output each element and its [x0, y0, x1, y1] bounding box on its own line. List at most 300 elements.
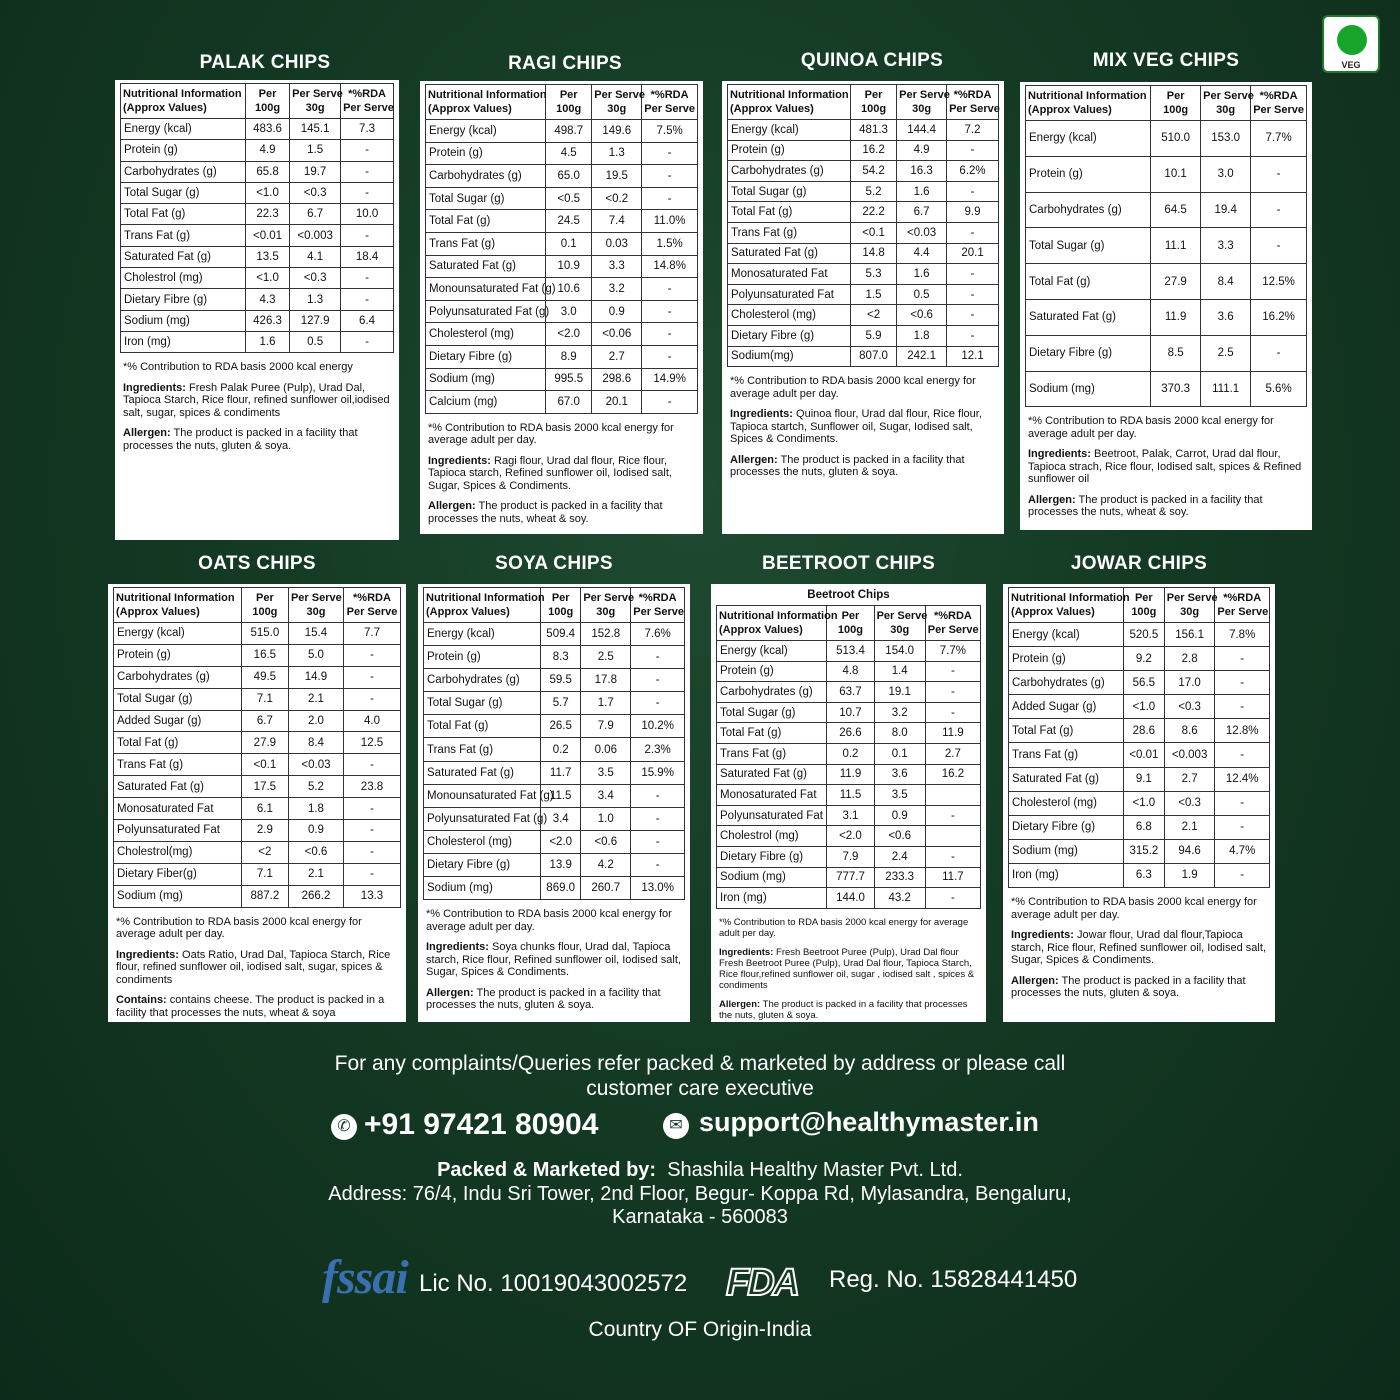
table-row [424, 646, 685, 669]
nutrition-card [711, 584, 986, 1022]
table-row [426, 368, 698, 391]
table-cell: Total Sugar (g) [728, 181, 851, 202]
table-cell: <1.0 [1123, 695, 1164, 719]
table-cell: - [343, 820, 400, 842]
table-cell: 2.0 [288, 710, 343, 732]
fda-registration: Reg. No. 15828441450 [829, 1266, 1078, 1293]
table-cell: 13.5 [245, 246, 289, 267]
email-address[interactable]: support@healthymaster.in [699, 1107, 1039, 1137]
table-cell: 2.7 [592, 345, 642, 368]
product-title: OATS CHIPS [198, 553, 316, 574]
table-row [426, 210, 698, 233]
nutrition-table [1025, 85, 1307, 407]
table-row [1026, 156, 1307, 192]
table-cell: 19.7 [290, 161, 341, 182]
table-cell: 16.2 [851, 140, 897, 161]
table-cell: 12.5 [343, 732, 400, 754]
table-row [1009, 839, 1270, 863]
table-cell: 149.6 [592, 120, 642, 143]
table-cell: 43.2 [874, 888, 925, 909]
table-cell: 14.9% [642, 368, 698, 391]
table-cell: 5.6% [1251, 371, 1307, 407]
table-cell: 6.3 [1123, 863, 1164, 887]
table-cell: 6.7 [290, 204, 341, 225]
table-cell: 27.9 [241, 732, 288, 754]
table-cell: 0.1 [546, 232, 592, 255]
table-cell: 3.1 [827, 805, 874, 826]
table-cell: - [343, 841, 400, 863]
table-row [426, 345, 698, 368]
table-cell: 2.4 [874, 846, 925, 867]
table-cell: 12.5% [1251, 264, 1307, 300]
table-cell: 9.9 [947, 202, 999, 223]
table-cell: Saturated Fat (g) [1009, 767, 1124, 791]
rda-note: *% Contribution to RDA basis 2000 kcal energy [123, 361, 353, 374]
table-cell: - [1215, 815, 1270, 839]
company-name: Shashila Healthy Master Pvt. Ltd. [667, 1159, 963, 1181]
nutrition-card [722, 81, 1004, 534]
table-cell: Total Fat (g) [121, 204, 246, 225]
table-cell: Dietary Fibre (g) [1009, 815, 1124, 839]
table-row [121, 161, 394, 182]
table-cell: 16.2 [925, 764, 980, 785]
allergen-info: Allergen: The product is packed in a facility that processes the nuts, gluten & soya. [123, 427, 358, 452]
table-cell: <1.0 [245, 182, 289, 203]
table-row [121, 182, 394, 203]
table-row [717, 764, 981, 785]
table-cell: 7.9 [581, 715, 631, 738]
packed-by-line [0, 1159, 1400, 1182]
table-cell: 49.5 [241, 666, 288, 688]
table-row [121, 119, 394, 140]
table-cell: <0.1 [851, 222, 897, 243]
table-cell: 2.1 [288, 688, 343, 710]
table-cell: 869.0 [541, 877, 581, 900]
table-cell: 12.4% [1215, 767, 1270, 791]
email-icon: ✉ [663, 1113, 689, 1139]
table-cell: - [642, 345, 698, 368]
table-cell: 3.4 [541, 807, 581, 830]
table-cell: 426.3 [245, 310, 289, 331]
ingredients: Ingredients: Fresh Beetroot Puree (Pulp), Urad Dal flour Fresh Beetroot Puree (Pulp), Urad Dal flour, Tapioca Starch, Rice flour,refined sunflower oil, sugar , iodised salt , spices & condiments [719, 946, 975, 991]
table-cell: <0.03 [897, 222, 947, 243]
product-title: MIX VEG CHIPS [1092, 50, 1240, 71]
table-cell: 26.5 [541, 715, 581, 738]
table-cell: 16.5 [241, 644, 288, 666]
table-cell: - [341, 331, 394, 352]
table-cell: 483.6 [245, 119, 289, 140]
header-rda: *%RDA Per Serve [631, 588, 685, 623]
table-cell: 2.5 [1201, 335, 1251, 371]
table-cell: 7.1 [241, 863, 288, 885]
table-cell: - [1215, 863, 1270, 887]
table-cell: 0.2 [541, 738, 581, 761]
table-cell: 509.4 [541, 623, 581, 646]
ingredients: Ingredients: Quinoa flour, Urad dal flour, Rice flour, Tapioca startch, Sunflower oil, Sugar, Iodised salt, Spices & Condiments. [730, 408, 982, 446]
table-cell: Sodium (mg) [426, 368, 546, 391]
table-cell: 7.3 [341, 119, 394, 140]
table-row [1009, 647, 1270, 671]
table-cell: 15.4 [288, 623, 343, 645]
table-cell: 1.3 [290, 289, 341, 310]
table-cell: 1.5 [851, 284, 897, 305]
table-cell: 515.0 [241, 623, 288, 645]
table-cell: 1.6 [897, 181, 947, 202]
table-row [121, 225, 394, 246]
table-cell: 370.3 [1151, 371, 1201, 407]
table-cell: 481.3 [851, 120, 897, 141]
table-row [114, 841, 401, 863]
table-cell: 5.2 [288, 776, 343, 798]
table-cell: 10.1 [1151, 156, 1201, 192]
table-cell: - [341, 225, 394, 246]
table-row [728, 243, 999, 264]
table-cell: <0.3 [1164, 791, 1215, 815]
table-cell: Protein (g) [717, 661, 827, 682]
table-row [114, 644, 401, 666]
table-cell: 3.3 [592, 255, 642, 278]
table-cell: 94.6 [1164, 839, 1215, 863]
table-cell: 3.2 [874, 702, 925, 723]
table-row [426, 391, 698, 414]
table-cell: 1.3 [592, 142, 642, 165]
table-row [1009, 623, 1270, 647]
table-cell [925, 826, 980, 847]
table-cell: Protein (g) [121, 140, 246, 161]
table-cell: 298.6 [592, 368, 642, 391]
table-cell: 0.9 [592, 300, 642, 323]
table-cell: 11.0% [642, 210, 698, 233]
table-row [728, 140, 999, 161]
table-cell: 11.9 [827, 764, 874, 785]
table-row [114, 776, 401, 798]
table-cell: <0.5 [546, 187, 592, 210]
header-nutrition: Nutritional Information (Approx Values) [121, 84, 246, 119]
table-cell: 6.4 [341, 310, 394, 331]
table-cell: 0.1 [874, 743, 925, 764]
table-cell: 887.2 [241, 885, 288, 907]
ingredients: Ingredients: Soya chunks flour, Urad dal, Tapioca starch, Rice flour, Refined sunflower oil, Iodised salt, Sugar, Spices & Condiments. [426, 941, 681, 979]
table-row [121, 268, 394, 289]
table-cell: Trans Fat (g) [728, 222, 851, 243]
table-cell: 0.5 [290, 331, 341, 352]
table-cell: Protein (g) [1009, 647, 1124, 671]
table-row [717, 846, 981, 867]
ingredients: Ingredients: Jowar flour, Urad dal flour,Tapioca starch, Rice flour, Refined sunflower oil, Iodised salt, Sugar, Spices & Condiments. [1011, 929, 1266, 967]
phone-number[interactable]: +91 97421 80904 [364, 1108, 599, 1141]
table-cell: - [343, 688, 400, 710]
product-title: JOWAR CHIPS [1070, 553, 1208, 574]
table-cell: 12.8% [1215, 719, 1270, 743]
table-cell: 28.6 [1123, 719, 1164, 743]
table-cell: - [642, 300, 698, 323]
table-cell: - [341, 182, 394, 203]
table-cell: 17.0 [1164, 671, 1215, 695]
table-cell: 6.7 [241, 710, 288, 732]
rda-note: *% Contribution to RDA basis 2000 kcal energy for average adult per day. [116, 915, 362, 941]
table-cell: 3.5 [581, 761, 631, 784]
ingredients: Ingredients: Beetroot, Palak, Carrot, Urad dal flour, Tapioca strach, Rice flour, Iodised salt, spices & Refined sunflower oil [1028, 448, 1302, 486]
table-cell: 7.8% [1215, 623, 1270, 647]
table-header-row [717, 606, 981, 641]
rda-note: *% Contribution to RDA basis 2000 kcal energy for average adult per day. [1011, 896, 1257, 921]
header-per-100g: Per 100g [827, 606, 874, 641]
table-row [121, 331, 394, 352]
table-row [717, 743, 981, 764]
table-row [121, 140, 394, 161]
table-row [424, 623, 685, 646]
table-cell: Total Fat (g) [426, 210, 546, 233]
table-cell: 11.1 [1151, 228, 1201, 264]
table-cell: 4.5 [546, 142, 592, 165]
table-row [1026, 121, 1307, 157]
header-rda: *%RDA Per Serve [1251, 86, 1307, 121]
table-cell: <0.01 [245, 225, 289, 246]
table-cell: 0.2 [827, 743, 874, 764]
table-cell: 11.7 [541, 761, 581, 784]
table-cell: Carbohydrates (g) [424, 669, 541, 692]
table-cell: Iron (mg) [1009, 863, 1124, 887]
table-cell: 11.9 [1151, 299, 1201, 335]
table-cell: 1.8 [288, 798, 343, 820]
table-cell: Total Sugar (g) [1026, 228, 1151, 264]
table-cell: - [947, 222, 999, 243]
table-cell: 4.8 [827, 661, 874, 682]
table-cell: Total Fat (g) [1026, 264, 1151, 300]
table-row [114, 863, 401, 885]
header-per-100g: Per 100g [1123, 588, 1164, 623]
table-cell: <0.3 [1164, 695, 1215, 719]
table-cell: 5.3 [851, 264, 897, 285]
table-cell: Saturated Fat (g) [121, 246, 246, 267]
table-cell: Cholestrol (mg) [717, 826, 827, 847]
header-nutrition: Nutritional Information (Approx Values) [114, 588, 242, 623]
allergen-info: Allergen: The product is packed in a facility that processes the nuts, gluten & soya. [719, 998, 968, 1021]
table-cell: 0.5 [897, 284, 947, 305]
table-row [426, 120, 698, 143]
table-cell: <0.003 [290, 225, 341, 246]
header-nutrition: Nutritional Information (Approx Values) [717, 606, 827, 641]
table-row [728, 305, 999, 326]
table-cell: <1.0 [1123, 791, 1164, 815]
fssai-logo: fssai [322, 1251, 408, 1304]
header-per-serve: Per Serve 30g [290, 84, 341, 119]
table-cell: 8.9 [546, 345, 592, 368]
country-of-origin: Country OF Origin-India [588, 1318, 812, 1341]
table-cell: 4.1 [290, 246, 341, 267]
table-cell: 242.1 [897, 346, 947, 367]
table-cell: Monosaturated Fat [728, 264, 851, 285]
table-cell: 3.3 [1201, 228, 1251, 264]
table-cell: 16.3 [897, 161, 947, 182]
table-cell: 7.6% [631, 623, 685, 646]
nutrition-card [108, 584, 406, 1022]
table-cell: - [631, 807, 685, 830]
table-cell: - [925, 888, 980, 909]
table-cell: - [947, 284, 999, 305]
header-rda: *%RDA Per Serve [642, 85, 698, 120]
table-row [728, 120, 999, 141]
table-cell: Trans Fat (g) [114, 754, 242, 776]
table-cell: 5.7 [541, 692, 581, 715]
rda-note: *% Contribution to RDA basis 2000 kcal energy for average adult per day. [1028, 415, 1274, 440]
table-cell: 510.0 [1151, 121, 1201, 157]
table-cell: - [947, 181, 999, 202]
table-cell: 10.0 [341, 204, 394, 225]
table-cell: Energy (kcal) [1009, 623, 1124, 647]
nutrition-table [1008, 587, 1270, 888]
table-cell: Iron (mg) [121, 331, 246, 352]
table-cell: Energy (kcal) [728, 120, 851, 141]
ingredients: Ingredients: Ragi flour, Urad dal flour, Rice flour, Tapioca starch, Refined sunflower oil, Iodised salt, Sugar, Spices & Condiments. [428, 454, 672, 492]
table-row [717, 785, 981, 806]
product-title: BEETROOT CHIPS [761, 553, 936, 574]
table-cell: <2.0 [541, 830, 581, 853]
table-row [114, 754, 401, 776]
table-cell: - [947, 325, 999, 346]
table-cell: Saturated Fat (g) [728, 243, 851, 264]
table-cell: 995.5 [546, 368, 592, 391]
table-cell: 22.3 [245, 204, 289, 225]
table-cell: 145.1 [290, 119, 341, 140]
rda-note: *% Contribution to RDA basis 2000 kcal energy for average adult per day. [719, 916, 969, 939]
table-cell: <0.01 [1123, 743, 1164, 767]
table-row [424, 715, 685, 738]
table-cell: 3.4 [581, 784, 631, 807]
table-cell: 20.1 [947, 243, 999, 264]
nutrition-table [716, 605, 981, 909]
table-cell: 777.7 [827, 867, 874, 888]
table-cell: 1.6 [897, 264, 947, 285]
table-cell: 3.2 [592, 278, 642, 301]
table-cell: 2.1 [288, 863, 343, 885]
table-cell: Monosaturated Fat [717, 785, 827, 806]
table-cell: Saturated Fat (g) [424, 761, 541, 784]
table-cell: 8.4 [288, 732, 343, 754]
table-cell: 22.2 [851, 202, 897, 223]
table-cell: 5.9 [851, 325, 897, 346]
table-cell: Dietary Fiber(g) [114, 863, 242, 885]
table-cell: 111.1 [1201, 371, 1251, 407]
table-cell: - [631, 669, 685, 692]
table-cell: <0.1 [241, 754, 288, 776]
product-title: PALAK CHIPS [199, 52, 331, 73]
table-cell: 233.3 [874, 867, 925, 888]
table-cell: 54.2 [851, 161, 897, 182]
table-row [1009, 815, 1270, 839]
table-cell: 18.4 [341, 246, 394, 267]
table-cell: Dietary Fibre (g) [728, 325, 851, 346]
card-subtitle: Beetroot Chips [807, 589, 890, 601]
nutrition-table [423, 587, 685, 900]
table-cell: Trans Fat (g) [426, 232, 546, 255]
table-row [114, 885, 401, 907]
table-cell: 7.2 [947, 120, 999, 141]
table-cell: 4.7% [1215, 839, 1270, 863]
header-nutrition: Nutritional Information (Approx Values) [424, 588, 541, 623]
table-cell: Sodium (mg) [717, 867, 827, 888]
table-row [1009, 695, 1270, 719]
table-row [426, 255, 698, 278]
header-rda: *%RDA Per Serve [343, 588, 400, 623]
table-cell: Energy (kcal) [426, 120, 546, 143]
header-per-100g: Per 100g [541, 588, 581, 623]
table-cell: 3.5 [874, 785, 925, 806]
table-cell: 56.5 [1123, 671, 1164, 695]
table-header-row [121, 84, 394, 119]
table-header-row [728, 85, 999, 120]
table-cell [925, 785, 980, 806]
table-header-row [1026, 86, 1307, 121]
table-cell: 8.3 [541, 646, 581, 669]
table-row [424, 761, 685, 784]
table-row [121, 204, 394, 225]
nutrition-card [1003, 584, 1275, 1022]
table-cell: Total Fat (g) [114, 732, 242, 754]
table-cell: <0.3 [290, 182, 341, 203]
table-cell: 2.1 [1164, 815, 1215, 839]
table-cell: Carbohydrates (g) [1009, 671, 1124, 695]
table-cell: Dietary Fibre (g) [121, 289, 246, 310]
table-cell: - [642, 165, 698, 188]
allergen-info: Allergen: The product is packed in a facility that processes the nuts, wheat & soy. [428, 500, 663, 525]
table-cell: Total Fat (g) [1009, 719, 1124, 743]
table-cell: Protein (g) [114, 644, 242, 666]
table-cell: Energy (kcal) [114, 623, 242, 645]
fda-logo: FDA [726, 1262, 799, 1304]
table-cell: Energy (kcal) [717, 641, 827, 662]
table-cell: - [642, 187, 698, 210]
table-row [424, 738, 685, 761]
table-cell: <2 [851, 305, 897, 326]
table-cell: 3.6 [1201, 299, 1251, 335]
table-cell: 13.3 [343, 885, 400, 907]
table-cell: - [1251, 156, 1307, 192]
table-cell: - [642, 278, 698, 301]
table-cell: Trans Fat (g) [424, 738, 541, 761]
table-cell: 8.6 [1164, 719, 1215, 743]
table-cell: Dietary Fibre (g) [1026, 335, 1151, 371]
table-cell: 12.1 [947, 346, 999, 367]
header-per-serve: Per Serve 30g [581, 588, 631, 623]
table-cell: 8.4 [1201, 264, 1251, 300]
product-title: RAGI CHIPS [508, 53, 622, 74]
table-cell: Polyunsaturated Fat [717, 805, 827, 826]
header-rda: *%RDA Per Serve [1215, 588, 1270, 623]
header-nutrition: Nutritional Information (Approx Values) [1026, 86, 1151, 121]
table-cell: <1.0 [245, 268, 289, 289]
table-cell: 27.9 [1151, 264, 1201, 300]
veg-label: VEG [1341, 60, 1361, 70]
table-row [426, 165, 698, 188]
table-row [717, 682, 981, 703]
table-cell: Saturated Fat (g) [1026, 299, 1151, 335]
table-cell: 156.1 [1164, 623, 1215, 647]
table-cell: 266.2 [288, 885, 343, 907]
table-cell: 2.3% [631, 738, 685, 761]
table-cell: 10.7 [827, 702, 874, 723]
table-cell: 13.9 [541, 853, 581, 876]
table-row [717, 661, 981, 682]
header-per-100g: Per 100g [245, 84, 289, 119]
table-row [728, 325, 999, 346]
table-cell: 0.9 [874, 805, 925, 826]
table-cell: Iron (mg) [717, 888, 827, 909]
table-cell: Calcium (mg) [426, 391, 546, 414]
table-cell: 10.9 [546, 255, 592, 278]
table-cell: 11.7 [925, 867, 980, 888]
table-cell: 520.5 [1123, 623, 1164, 647]
